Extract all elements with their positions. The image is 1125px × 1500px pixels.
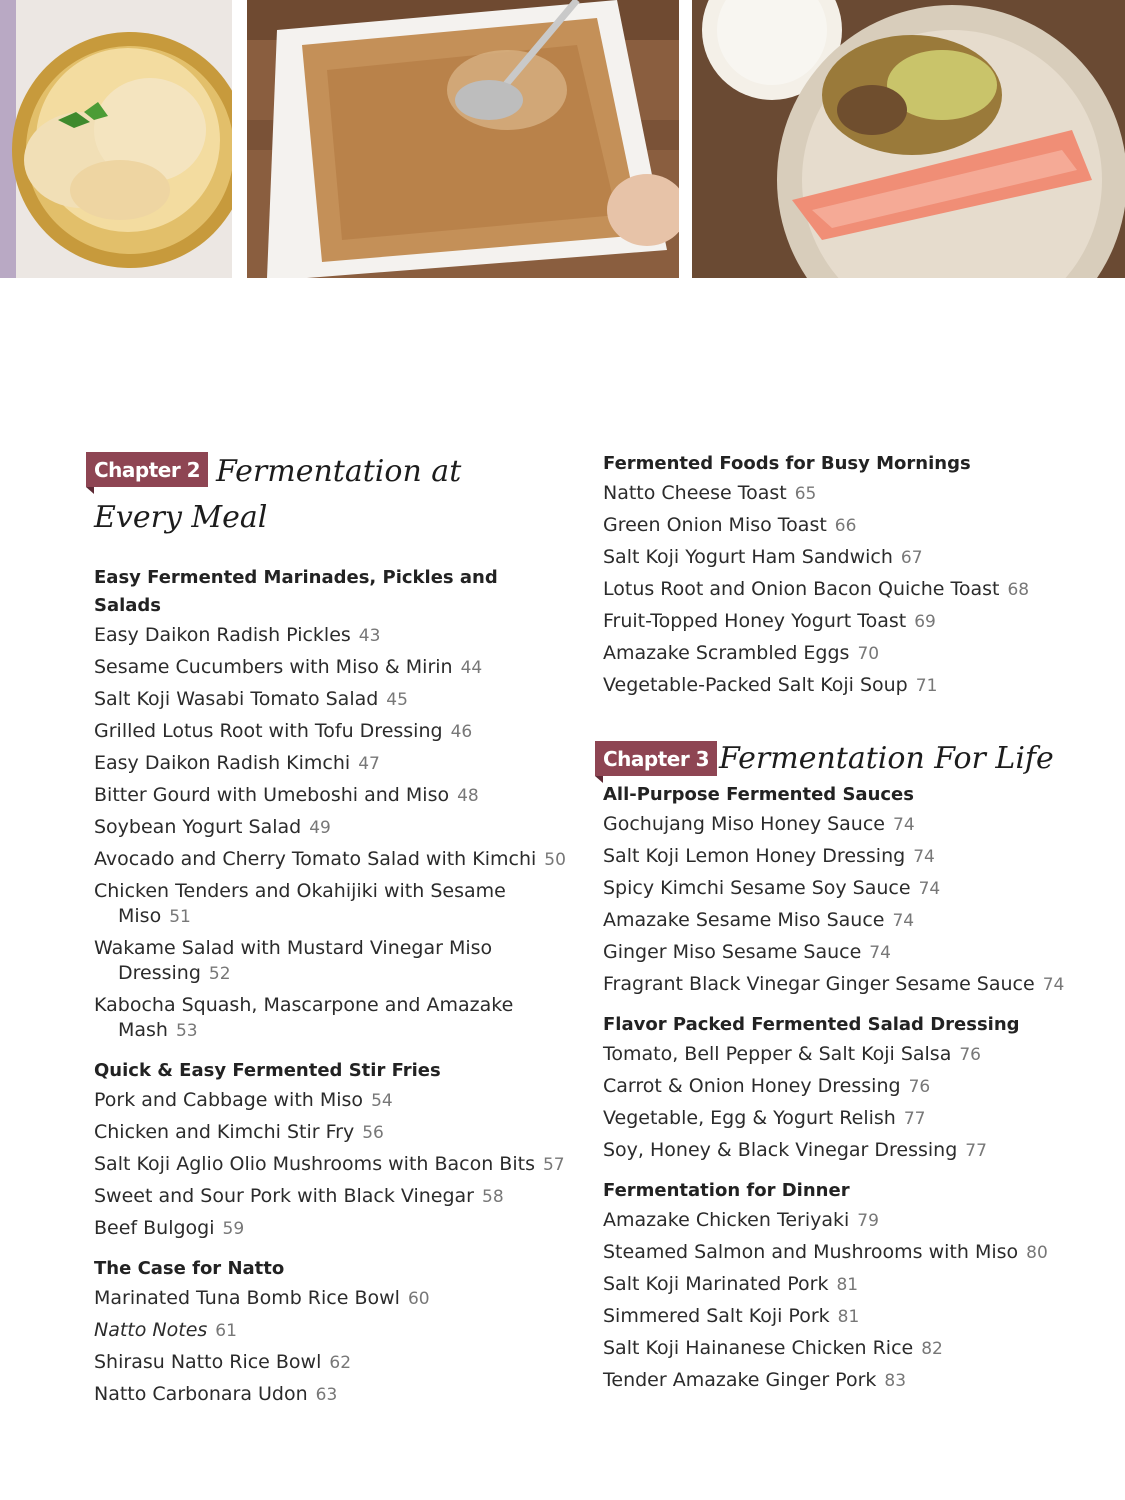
toc-entry — [94, 993, 566, 1044]
toc-entry — [94, 655, 566, 681]
toc-entry — [603, 876, 1095, 902]
page-number: 57 — [542, 1155, 565, 1175]
toc-entry — [94, 936, 566, 987]
section-title: Fermentation for Dinner — [603, 1180, 850, 1201]
chapter-title: Fermentation For Life — [719, 741, 1054, 776]
toc-entry — [94, 879, 566, 930]
toc-entry — [94, 1382, 566, 1408]
entry-title: Soy, Honey & Black Vinegar Dressing — [603, 1139, 958, 1161]
entry-title: Soybean Yogurt Salad — [94, 816, 302, 838]
toc-entry — [603, 641, 1095, 667]
page-number: 52 — [208, 964, 231, 984]
toc-entry — [603, 1074, 1095, 1100]
section-title: All-Purpose Fermented Sauces — [603, 784, 914, 805]
page-number: 53 — [175, 1021, 198, 1041]
section-title: The Case for Natto — [94, 1258, 285, 1279]
page-number: 71 — [915, 676, 938, 696]
entry-title: Fruit-Topped Honey Yogurt Toast — [603, 610, 907, 632]
page-number: 47 — [358, 754, 380, 774]
toc-section — [603, 1011, 1095, 1164]
toc-section — [94, 1255, 566, 1408]
page-number: 58 — [482, 1187, 504, 1207]
toc-entry — [94, 1120, 566, 1146]
right-column — [595, 450, 1095, 1400]
page-number: 74 — [892, 911, 915, 931]
page-number: 74 — [893, 815, 915, 835]
entry-title: Amazake Scrambled Eggs — [603, 642, 850, 664]
page-number: 48 — [457, 786, 479, 806]
page-number: 74 — [918, 879, 941, 899]
page-number: 79 — [857, 1211, 879, 1231]
page-number: 54 — [371, 1091, 393, 1111]
chapter-badge: Chapter 2 — [86, 452, 208, 487]
page-number: 83 — [884, 1371, 907, 1391]
entry-title: Vegetable-Packed Salt Koji Soup — [603, 674, 908, 696]
toc-entry — [94, 623, 566, 649]
chapter-title-line-1: Fermentation at — [216, 454, 462, 489]
toc-entry — [94, 847, 566, 873]
section-title: Fermented Foods for Busy Mornings — [603, 453, 971, 474]
entry-title: Avocado and Cherry Tomato Salad with Kimchi — [94, 848, 537, 870]
page-number: 65 — [794, 484, 817, 504]
page-number: 49 — [309, 818, 331, 838]
section-title: Easy Fermented Marinades, Pickles and Salads — [94, 567, 498, 616]
page-number: 82 — [921, 1339, 943, 1359]
toc-entry — [603, 1240, 1095, 1266]
entry-title: Beef Bulgogi — [94, 1217, 215, 1239]
ice-cream-photo — [0, 0, 232, 278]
toc-entry — [94, 1088, 566, 1114]
toc-entry — [94, 1184, 566, 1210]
page-number: 59 — [222, 1219, 245, 1239]
toc-entry — [94, 719, 566, 745]
chapter-2-heading — [86, 452, 566, 564]
entry-title: Sesame Cucumbers with Miso & Mirin — [94, 656, 453, 678]
page-number: 50 — [544, 850, 566, 870]
entry-title: Vegetable, Egg & Yogurt Relish — [603, 1107, 896, 1129]
page-number: 45 — [386, 690, 408, 710]
toc-entry — [94, 1152, 566, 1178]
entry-title: Steamed Salmon and Mushrooms with Miso — [603, 1241, 1019, 1263]
page-number: 43 — [358, 626, 381, 646]
toc-entry — [94, 783, 566, 809]
page-number: 69 — [914, 612, 936, 632]
entry-title: Wakame Salad with Mustard Vinegar Miso Dressing — [94, 937, 493, 984]
entry-title: Natto Cheese Toast — [603, 482, 787, 504]
page-number: 63 — [315, 1385, 338, 1405]
entry-title: Salt Koji Hainanese Chicken Rice — [603, 1337, 914, 1359]
toc-entry — [94, 1318, 566, 1344]
page-number: 51 — [169, 907, 191, 927]
salmon-plate-photo — [692, 0, 1125, 278]
page-number: 62 — [329, 1353, 352, 1373]
left-column — [86, 452, 566, 1414]
toc-entry — [94, 687, 566, 713]
entry-title: Marinated Tuna Bomb Rice Bowl — [94, 1287, 400, 1309]
toc-entry — [603, 673, 1095, 699]
entry-title: Carrot & Onion Honey Dressing — [603, 1075, 901, 1097]
toc-entry — [603, 812, 1095, 838]
page-number: 80 — [1026, 1243, 1048, 1263]
entry-title: Tomato, Bell Pepper & Salt Koji Salsa — [603, 1043, 952, 1065]
page-number: 46 — [450, 722, 473, 742]
entry-title: Tender Amazake Ginger Pork — [603, 1369, 877, 1391]
toc-entry — [94, 751, 566, 777]
entry-title: Amazake Sesame Miso Sauce — [603, 909, 885, 931]
page-number: 81 — [836, 1275, 859, 1295]
entry-title: Salt Koji Yogurt Ham Sandwich — [603, 546, 893, 568]
entry-title: Easy Daikon Radish Kimchi — [94, 752, 351, 774]
entry-title: Salt Koji Marinated Pork — [603, 1273, 829, 1295]
entry-title: Spicy Kimchi Sesame Soy Sauce — [603, 877, 911, 899]
chapter-title-line-2: Every Meal — [94, 500, 268, 535]
page-number: 74 — [1042, 975, 1065, 995]
page-number: 70 — [857, 644, 880, 664]
toc-entry — [94, 1216, 566, 1242]
entry-title: Easy Daikon Radish Pickles — [94, 624, 351, 646]
page-number: 60 — [407, 1289, 430, 1309]
page-number: 76 — [908, 1077, 931, 1097]
entry-title: Simmered Salt Koji Pork — [603, 1305, 830, 1327]
entry-title: Grilled Lotus Root with Tofu Dressing — [94, 720, 443, 742]
entry-title: Ginger Miso Sesame Sauce — [603, 941, 862, 963]
toc-section — [94, 564, 566, 1044]
page-number: 74 — [869, 943, 891, 963]
toc-entry — [603, 577, 1095, 603]
toc-entry — [603, 908, 1095, 934]
entry-title: Salt Koji Aglio Olio Mushrooms with Bacon Bits — [94, 1153, 535, 1175]
toc-section — [603, 781, 1095, 998]
section-title: Quick & Easy Fermented Stir Fries — [94, 1060, 441, 1081]
toc-entry — [94, 815, 566, 841]
entry-title: Chicken and Kimchi Stir Fry — [94, 1121, 355, 1143]
entry-title: Gochujang Miso Honey Sauce — [603, 813, 885, 835]
toc-entry — [603, 1138, 1095, 1164]
page-number: 61 — [215, 1321, 237, 1341]
toc-entry — [603, 1106, 1095, 1132]
toc-entry — [603, 844, 1095, 870]
entry-title: Bitter Gourd with Umeboshi and Miso — [94, 784, 450, 806]
chapter-3-heading — [595, 741, 1095, 799]
toc-entry — [603, 940, 1095, 966]
entry-title: Chicken Tenders and Okahijiki with Sesame Miso — [94, 880, 506, 927]
toc-entry — [603, 481, 1095, 507]
chapter-badge: Chapter 3 — [595, 741, 717, 776]
entry-title: Kabocha Squash, Mascarpone and Amazake Mash — [94, 994, 514, 1041]
toc-section — [94, 1057, 566, 1242]
entry-title: Green Onion Miso Toast — [603, 514, 827, 536]
entry-title: Natto Carbonara Udon — [94, 1383, 308, 1405]
page-number: 77 — [903, 1109, 926, 1129]
toc-entry — [603, 1272, 1095, 1298]
toc-entry — [603, 1208, 1095, 1234]
toc-entry — [603, 609, 1095, 635]
entry-title: Lotus Root and Onion Bacon Quiche Toast — [603, 578, 1000, 600]
entry-title: Pork and Cabbage with Miso — [94, 1089, 364, 1111]
entry-title: Fragrant Black Vinegar Ginger Sesame Sauce — [603, 973, 1035, 995]
toc-entry — [94, 1286, 566, 1312]
section-title: Flavor Packed Fermented Salad Dressing — [603, 1014, 1020, 1035]
toc-entry — [603, 972, 1095, 998]
toc-entry — [603, 1368, 1095, 1394]
toc-section — [603, 1177, 1095, 1394]
toc-section — [603, 450, 1095, 699]
entry-title: Natto Notes — [94, 1319, 208, 1341]
page-number: 77 — [965, 1141, 987, 1161]
miso-crumble-photo — [247, 0, 679, 278]
page-number: 74 — [913, 847, 935, 867]
page-number: 44 — [460, 658, 483, 678]
entry-title: Shirasu Natto Rice Bowl — [94, 1351, 322, 1373]
toc-entry — [603, 545, 1095, 571]
toc-entry — [603, 1336, 1095, 1362]
toc-entry — [603, 513, 1095, 539]
page-number: 68 — [1007, 580, 1030, 600]
toc-entry — [603, 1304, 1095, 1330]
page-number: 76 — [959, 1045, 981, 1065]
page-number: 56 — [362, 1123, 384, 1143]
page-number: 81 — [837, 1307, 860, 1327]
toc-entry — [94, 1350, 566, 1376]
entry-title: Salt Koji Lemon Honey Dressing — [603, 845, 906, 867]
entry-title: Amazake Chicken Teriyaki — [603, 1209, 850, 1231]
entry-title: Sweet and Sour Pork with Black Vinegar — [94, 1185, 474, 1207]
page-number: 67 — [900, 548, 923, 568]
entry-title: Salt Koji Wasabi Tomato Salad — [94, 688, 379, 710]
toc-entry — [603, 1042, 1095, 1068]
page-number: 66 — [834, 516, 857, 536]
